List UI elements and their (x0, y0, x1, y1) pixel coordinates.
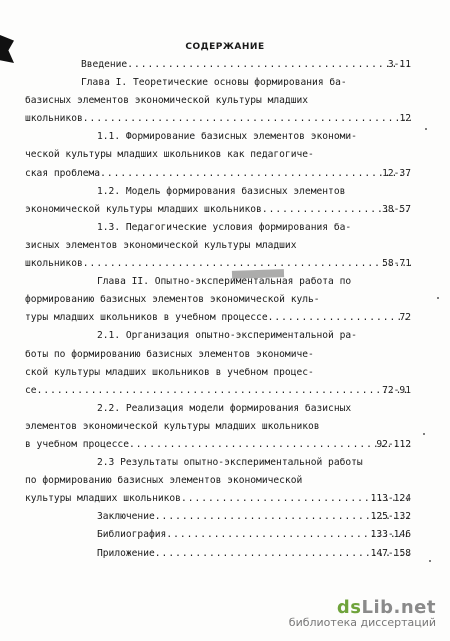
toc-entry-line: элементов экономической культуры младших школьников (25, 420, 320, 432)
toc-entry-line: Приложение 147-158 ..... (97, 545, 411, 563)
toc-entry-line: ская проблема 12-37 ..... (25, 165, 411, 183)
toc-entry-line: школьников 12 ..... (25, 110, 411, 128)
toc-entry-line: Глава II. Опытно-экспериментальная работа по (97, 276, 352, 288)
toc-entry-line: экономической культуры младших школьников 38-57 ..... (25, 201, 411, 219)
toc-page-range: 3-11 (387, 59, 411, 70)
toc-entry-line: Введение 3-11 ..... (81, 56, 411, 74)
toc-entry (25, 327, 411, 399)
dslib-logo (289, 597, 436, 629)
toc-entry-line: ческой культуры младших школьников как педагогиче- (25, 149, 314, 161)
toc-page-range: 72-91 (382, 384, 411, 396)
toc-page-range: 72 (399, 312, 411, 324)
scan-speck (425, 128, 427, 130)
toc-entry (81, 508, 411, 526)
scan-speck (437, 297, 439, 299)
toc-page-range: 133-146 (370, 529, 411, 541)
toc-entry-line: культуры младших школьников 113-124 ..... (25, 490, 411, 508)
toc-entry-line: 1.1. Формирование базисных элементов экономи- (97, 131, 357, 143)
toc-entry (25, 74, 411, 128)
page-title: СОДЕРЖАНИЕ (185, 42, 265, 52)
toc-page-range: 12 (399, 113, 411, 125)
toc-page-range: 92-112 (376, 438, 411, 450)
toc-entry-line: туры младших школьников в учебном процессе 72 ..... (25, 309, 411, 327)
toc-entry-line: формированию базисных элементов экономической куль- (25, 294, 320, 306)
toc-entry-line: в учебном процессе 92-112 ..... (25, 436, 411, 454)
toc-entry-line: Заключение 125-132 ..... (97, 508, 411, 526)
toc-entry-line: 2.3 Результаты опытно-экспериментальной работы (97, 457, 363, 469)
toc-entry (25, 183, 411, 219)
toc-entry (81, 56, 411, 74)
toc-page-range: 147-158 (370, 547, 411, 559)
toc-entry (81, 545, 411, 563)
scan-speck (429, 560, 431, 562)
table-of-contents (25, 56, 411, 563)
toc-entry (25, 273, 411, 327)
toc-entry-line: ской культуры младших школьников в учебном процес- (25, 366, 314, 378)
toc-entry-line: 2.1. Организация опытно-экспериментальной ра- (97, 330, 357, 342)
toc-entry (25, 400, 411, 454)
toc-entry-line: 1.3. Педагогические условия формирования ба- (97, 221, 352, 233)
toc-entry-line: боты по формированию базисных элементов экономиче- (25, 348, 314, 360)
toc-entry-line: 2.2. Реализация модели формирования базисных (97, 402, 352, 414)
logo-subtitle: библиотека диссертаций (288, 616, 436, 629)
toc-page-range: 113-124 (370, 493, 411, 505)
toc-entry-line: по формированию базисных элементов экономической (25, 475, 303, 487)
toc-entry (25, 454, 411, 508)
toc-entry (81, 526, 411, 544)
toc-entry-line: Библиография 133-146 ..... (97, 526, 411, 544)
toc-entry (25, 128, 411, 182)
toc-entry-line: се 72-91 ..... (25, 382, 411, 400)
toc-entry-line: Глава I. Теоретические основы формирования ба- (81, 77, 347, 89)
toc-entry (25, 219, 411, 273)
logo-brand-rest: Lib.net (361, 597, 436, 618)
toc-entry-line: 1.2. Модель формирования базисных элементов (97, 185, 346, 197)
toc-page-range: 12-37 (382, 167, 411, 179)
toc-entry-line: школьников 58-71 ..... (25, 255, 411, 273)
toc-page-range: 38-57 (382, 203, 411, 215)
scan-speck (423, 433, 425, 435)
toc-entry-line: зисных элементов экономической культуры младших (25, 239, 297, 251)
toc-page-range: 58-71 (382, 258, 411, 270)
logo-brand-ds: ds (336, 597, 362, 618)
toc-entry-line: базисных элементов экономической культуры младших (25, 95, 309, 107)
toc-page-range: 125-132 (370, 511, 411, 523)
